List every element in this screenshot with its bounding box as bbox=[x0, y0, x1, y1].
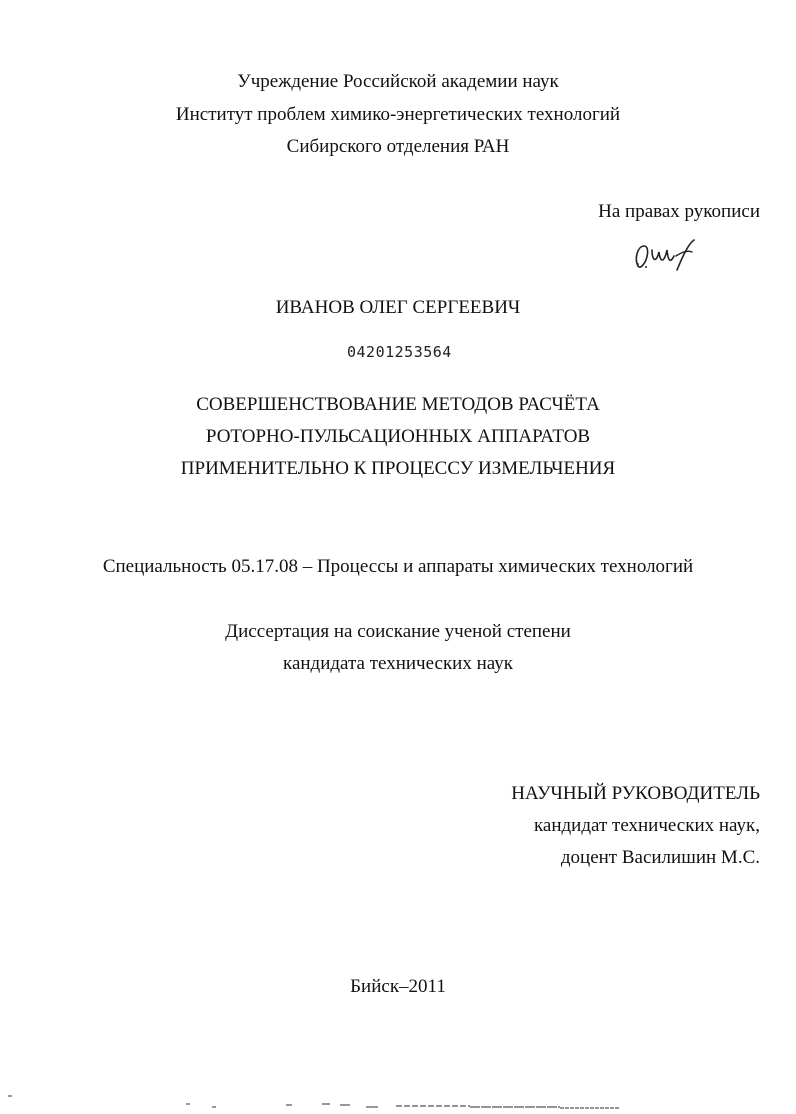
supervisor-heading: НАУЧНЫЙ РУКОВОДИТЕЛЬ bbox=[511, 783, 760, 804]
inventory-number: 04201253564 bbox=[347, 343, 452, 361]
title-line-3: ПРИМЕНИТЕЛЬНО К ПРОЦЕССУ ИЗМЕЛЬЧЕНИЯ bbox=[180, 458, 616, 479]
supervisor-line-1: кандидат технических наук, bbox=[533, 815, 760, 836]
title-line-2: РОТОРНО-ПУЛЬСАЦИОННЫХ АППАРАТОВ bbox=[205, 426, 591, 447]
degree-line-2: кандидата технических наук bbox=[283, 653, 513, 674]
institution-line-1: Учреждение Российской академии наук bbox=[237, 71, 559, 92]
title-line-1: СОВЕРШЕНСТВОВАНИЕ МЕТОДОВ РАСЧЁТА bbox=[196, 394, 600, 415]
institution-line-3: Сибирского отделения РАН bbox=[286, 136, 510, 157]
scan-artifact-strip bbox=[0, 1090, 796, 1114]
manuscript-note: На правах рукописи bbox=[598, 201, 760, 222]
author-name: ИВАНОВ ОЛЕГ СЕРГЕЕВИЧ bbox=[275, 297, 521, 318]
handwritten-signature bbox=[632, 236, 702, 276]
specialty: Специальность 05.17.08 – Процессы и аппараты химических технологий bbox=[102, 556, 694, 577]
degree-line-1: Диссертация на соискание ученой степени bbox=[225, 621, 571, 642]
place-year: Бийск–2011 bbox=[350, 976, 446, 997]
institution-line-2: Институт проблем химико-энергетических технологий bbox=[175, 104, 621, 125]
supervisor-line-2: доцент Василишин М.С. bbox=[560, 847, 760, 868]
